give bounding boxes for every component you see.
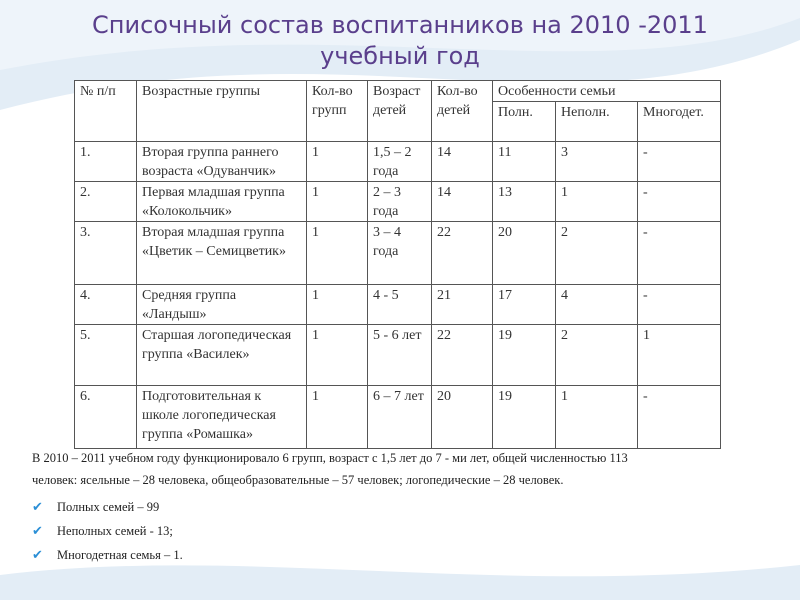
cell-children: 14 (432, 142, 493, 182)
cell-count: 1 (307, 325, 368, 386)
page-title (0, 10, 800, 72)
header-children: Кол-во детей (432, 81, 493, 142)
cell-num: 3. (75, 222, 137, 285)
cell-incomplete: 2 (556, 325, 638, 386)
cell-num: 2. (75, 182, 137, 222)
list-item (32, 519, 732, 543)
cell-num: 1. (75, 142, 137, 182)
family-stats-list (32, 495, 732, 567)
cell-incomplete: 1 (556, 182, 638, 222)
cell-incomplete: 2 (556, 222, 638, 285)
cell-count: 1 (307, 285, 368, 325)
cell-num: 4. (75, 285, 137, 325)
cell-age: 2 – 3 года (368, 182, 432, 222)
cell-full: 19 (493, 325, 556, 386)
title-line-1: Списочный состав воспитанников на 2010 -2011 (92, 11, 708, 39)
cell-group: Вторая младшая группа «Цветик – Семицветик» (137, 222, 307, 285)
cell-full: 11 (493, 142, 556, 182)
header-incomplete: Неполн. (556, 102, 638, 142)
cell-large: - (638, 222, 721, 285)
summary-block (32, 447, 732, 567)
checkmark-icon: ✔ (32, 523, 43, 538)
cell-count: 1 (307, 142, 368, 182)
cell-full: 19 (493, 386, 556, 449)
list-item (32, 543, 732, 567)
list-item (32, 495, 732, 519)
cell-count: 1 (307, 182, 368, 222)
cell-count: 1 (307, 386, 368, 449)
header-age: Возраст детей (368, 81, 432, 142)
cell-group: Первая младшая группа «Колокольчик» (137, 182, 307, 222)
cell-large: 1 (638, 325, 721, 386)
list-item-text: Полных семей – 99 (57, 500, 160, 514)
cell-children: 22 (432, 325, 493, 386)
cell-incomplete: 1 (556, 386, 638, 449)
cell-count: 1 (307, 222, 368, 285)
cell-age: 1,5 – 2 года (368, 142, 432, 182)
cell-group: Вторая группа раннего возраста «Одуванчик» (137, 142, 307, 182)
header-family: Особенности семьи (493, 81, 721, 102)
cell-full: 13 (493, 182, 556, 222)
table-row (75, 325, 721, 386)
cell-age: 5 - 6 лет (368, 325, 432, 386)
cell-num: 5. (75, 325, 137, 386)
cell-group: Средняя группа «Ландыш» (137, 285, 307, 325)
cell-group: Подготовительная к школе логопедическая группа «Ромашка» (137, 386, 307, 449)
table-header-row (75, 81, 721, 102)
list-item-text: Многодетная семья – 1. (57, 548, 183, 562)
cell-children: 21 (432, 285, 493, 325)
cell-large: - (638, 285, 721, 325)
header-full: Полн. (493, 102, 556, 142)
cell-incomplete: 4 (556, 285, 638, 325)
header-group: Возрастные группы (137, 81, 307, 142)
cell-full: 17 (493, 285, 556, 325)
cell-group: Старшая логопедическая группа «Василек» (137, 325, 307, 386)
table-row (75, 386, 721, 449)
summary-line-2: человек: ясельные – 28 человека, общеобразовательные – 57 человек; логопедические – 28 человек. (32, 473, 564, 487)
cell-large: - (638, 142, 721, 182)
summary-line-1: В 2010 – 2011 учебном году функционировало 6 групп, возраст с 1,5 лет до 7 - ми лет, общей численностью 113 (32, 451, 628, 465)
title-line-2: учебный год (320, 42, 480, 70)
cell-num: 6. (75, 386, 137, 449)
cell-children: 22 (432, 222, 493, 285)
header-num: № п/п (75, 81, 137, 142)
cell-large: - (638, 182, 721, 222)
list-item-text: Неполных семей - 13; (57, 524, 173, 538)
cell-large: - (638, 386, 721, 449)
cell-children: 20 (432, 386, 493, 449)
cell-full: 20 (493, 222, 556, 285)
cell-age: 6 – 7 лет (368, 386, 432, 449)
checkmark-icon: ✔ (32, 499, 43, 514)
cell-children: 14 (432, 182, 493, 222)
header-count: Кол-во групп (307, 81, 368, 142)
table-row (75, 142, 721, 182)
groups-table (74, 80, 721, 449)
checkmark-icon: ✔ (32, 547, 43, 562)
cell-age: 3 – 4 года (368, 222, 432, 285)
table-row (75, 182, 721, 222)
header-large: Многодет. (638, 102, 721, 142)
cell-age: 4 - 5 (368, 285, 432, 325)
cell-incomplete: 3 (556, 142, 638, 182)
table-row (75, 222, 721, 285)
table-row (75, 285, 721, 325)
